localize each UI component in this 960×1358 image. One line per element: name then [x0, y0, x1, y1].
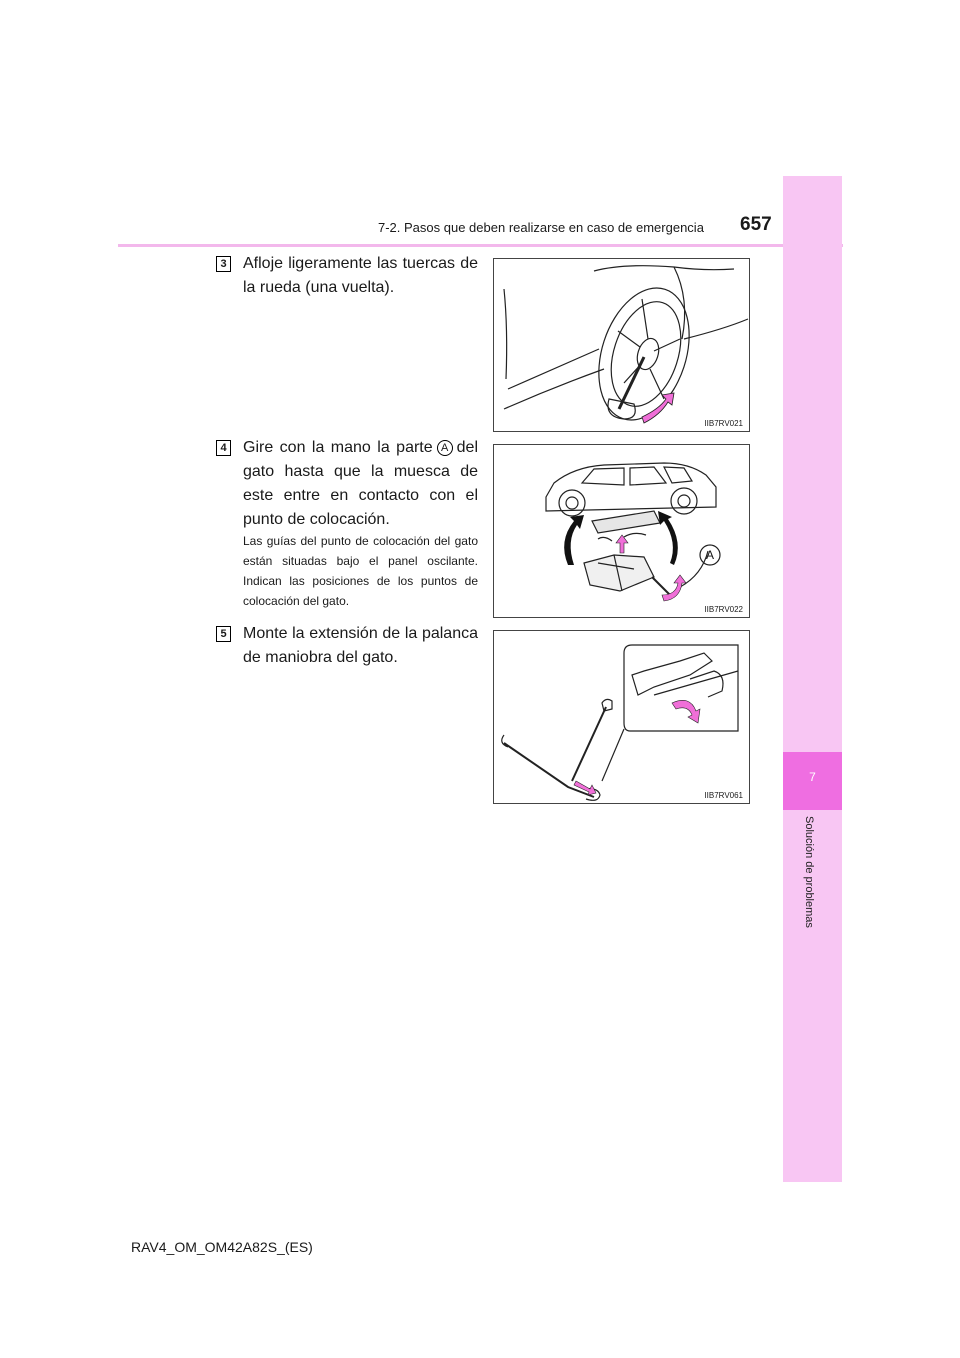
page-number: 657 — [740, 214, 772, 235]
wheel-wrench-illustration — [494, 259, 749, 431]
figure-code: IIB7RV021 — [704, 419, 743, 428]
step-4-text-before: Gire con la mano la parte — [243, 439, 433, 456]
figure-code: IIB7RV022 — [704, 605, 743, 614]
step-4-note: Las guías del punto de colocación del gato están situadas bajo el panel oscilante. Indican las posiciones de los puntos de colocación del gato. — [243, 534, 478, 608]
figure-jack-position — [493, 444, 750, 618]
document-code: RAV4_OM_OM42A82S_(ES) — [131, 1239, 313, 1255]
step-number-3: 3 — [216, 256, 231, 272]
step-4-text — [243, 436, 478, 532]
step-3-text: Afloje ligeramente las tuercas de la rueda (una vuelta). — [243, 255, 478, 296]
section-title: 7-2. Pasos que deben realizarse en caso de emergencia — [378, 220, 704, 235]
figure-code: IIB7RV061 — [704, 791, 743, 800]
step-number-4: 4 — [216, 440, 231, 456]
figure-jack-handle-extension — [493, 630, 750, 804]
chapter-title: Solución de problemas — [803, 816, 815, 928]
step-4-text-after: del gato hasta que la muesca de este entre en contacto con el punto de colocación. — [243, 439, 478, 528]
jack-handle-illustration — [494, 631, 749, 803]
chapter-side-tab — [783, 176, 842, 1182]
car-jack-illustration — [494, 445, 749, 617]
chapter-number: 7 — [809, 770, 816, 784]
figure-label-a: A — [705, 548, 715, 562]
step-5-text: Monte la extensión de la palanca de maniobra del gato. — [243, 625, 478, 666]
figure-loosen-wheel-nuts — [493, 258, 750, 432]
header-rule — [118, 244, 843, 247]
marker-a: A — [437, 440, 453, 456]
step-number-5: 5 — [216, 626, 231, 642]
